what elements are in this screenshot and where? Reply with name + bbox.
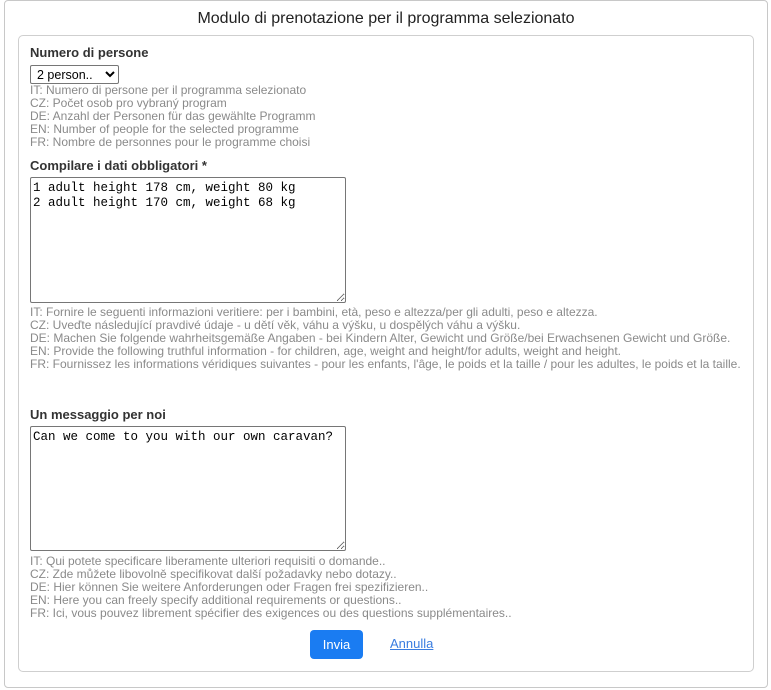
mandatory-help xyxy=(30,306,745,371)
mandatory-help-de: DE: Machen Sie folgende wahrheitsgemäße Angaben - bei Kindern Alter, Gewicht und Größe/bei Erwachsenen Gewicht und Größe. xyxy=(30,331,731,345)
persons-help-de: DE: Anzahl der Personen für das gewählte Programm xyxy=(30,109,316,123)
mandatory-help-en: EN: Provide the following truthful information - for children, age, weight and height/for adults, weight and height. xyxy=(30,344,622,358)
mandatory-help-cz: CZ: Uveďte následující pravdivé údaje - u dětí věk, váhu a výšku, u dospělých váhu a výšku. xyxy=(30,318,521,332)
cancel-link[interactable]: Annulla xyxy=(390,636,434,651)
persons-help-cz: CZ: Počet osob pro vybraný program xyxy=(30,96,227,110)
message-help-de: DE: Hier können Sie weitere Anforderungen oder Fragen frei spezifizieren.. xyxy=(30,580,429,594)
message-textarea[interactable] xyxy=(30,426,346,551)
message-help-en: EN: Here you can freely specify additional requirements or questions.. xyxy=(30,593,402,607)
message-help-fr: FR: Ici, vous pouvez librement spécifier des exigences ou des questions supplémentaires.. xyxy=(30,606,512,620)
dialog-title: Modulo di prenotazione per il programma selezionato xyxy=(197,10,575,27)
message-label: Un messaggio per noi xyxy=(30,407,166,422)
mandatory-help-fr: FR: Fournissez les informations véridiques suivantes - pour les enfants, l'âge, le poids et la taille / pour les adultes, le poids et la taille. xyxy=(30,357,741,371)
persons-help-it: IT: Numero di persone per il programma selezionato xyxy=(30,83,307,97)
message-help-it: IT: Qui potete specificare liberamente ulteriori requisiti o domande.. xyxy=(30,554,386,568)
message-help-cz: CZ: Zde můžete libovolně specifikovat další požadavky nebo dotazy.. xyxy=(30,567,397,581)
persons-help-fr: FR: Nombre de personnes pour le programme choisi xyxy=(30,135,311,149)
booking-form xyxy=(18,35,754,672)
mandatory-label: Compilare i dati obbligatori * xyxy=(30,158,207,173)
submit-button[interactable]: Invia xyxy=(310,630,363,659)
persons-help-en: EN: Number of people for the selected programme xyxy=(30,122,299,136)
booking-dialog xyxy=(4,0,768,688)
persons-label: Numero di persone xyxy=(30,45,149,60)
mandatory-data-textarea[interactable] xyxy=(30,177,346,303)
message-help xyxy=(30,555,745,620)
persons-select[interactable] xyxy=(30,65,119,84)
persons-help xyxy=(30,84,745,149)
mandatory-help-it: IT: Fornire le seguenti informazioni veritiere: per i bambini, età, peso e altezza/per gli adulti, peso e altezza. xyxy=(30,305,598,319)
